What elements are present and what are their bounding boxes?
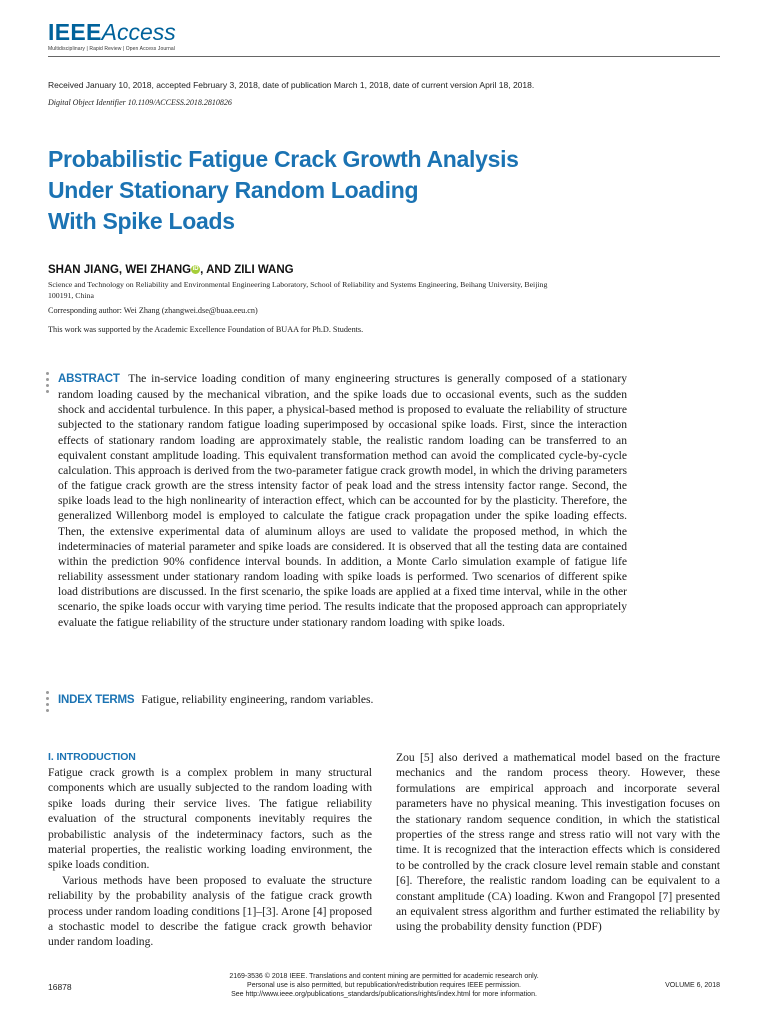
- volume-label: VOLUME 6, 2018: [665, 982, 720, 989]
- journal-name-access: Access: [101, 19, 176, 45]
- header-divider: [48, 56, 720, 57]
- abstract: [58, 371, 627, 630]
- author-list: [48, 264, 294, 276]
- abstract-text: The in-service loading condition of many engineering structures is generally composed of a stationary random loading caused by the mechanical vibration, and the spike loads due to occasional events, such as the sudden shock and accidental turbulence. In this paper, a physical-based method is proposed to evaluate the reliability of structure subjected to the stationary random fatigue loading superimposed by occasional spike loads. First, since the interaction effects of stationary random loading are approximately stable, the realistic random loading can be transferred to an equivalent constant amplitude loading. This equivalent transformation method can avoid the complicated cycle-by-cycle calculation. This approach is derived from the two-parameter fatigue crack growth model, in which the driving parameters of the fatigue crack growth are the stress intensity factor of peak load and the stress intensity factor range. Second, the spike loads lead to the high nonlinearity of interaction effect, which can be accounted for by the plasticity. Therefore, the generalized Willenborg model is employed to calculate the fatigue crack propagation under the spike loading effects. Then, the extensive experimental data of aluminum alloys are used to validate the proposed method, in which the indeterminacies of material parameter and spike loads are considered. It is observed that all the testing data are contained within the prediction 90% confidence interval bounds. In addition, a Monte Carlo simulation example of fatigue life reliability assessment under stationary random loading with spike loads is performed. Two scenarios of different spike load distributions are discussed. In the first scenario, the spike loads are applied at a fixed time interval, while in the other scenario, the spike loads occur with varying time period. The results indicate that the proposed approach can appropriately evaluate the fatigue reliability of the structure under stationary random loading with spike loads.: [58, 372, 627, 629]
- index-terms-label: INDEX TERMS: [58, 694, 135, 706]
- affiliation: Science and Technology on Reliability and Environmental Engineering Laboratory, School of Reliability and Systems Engineering, Beihang University, Beijing 100191, China: [48, 280, 548, 300]
- abstract-label: ABSTRACT: [58, 373, 120, 385]
- title-line-1: Probabilistic Fatigue Crack Growth Analysis: [48, 146, 519, 172]
- copyright-notice: [184, 972, 584, 999]
- body-column-left: [48, 750, 372, 950]
- authors-part-1: SHAN JIANG, WEI ZHANG: [48, 264, 192, 276]
- received-dates: Received January 10, 2018, accepted February 3, 2018, date of publication March 1, 2018, date of current version April 18, 2018.: [48, 80, 535, 90]
- journal-logo: [48, 20, 176, 52]
- orcid-icon[interactable]: iD: [192, 266, 199, 272]
- title-line-2: Under Stationary Random Loading: [48, 177, 419, 203]
- abstract-marker-icon: [46, 372, 50, 396]
- intro-paragraph-3: Zou [5] also derived a mathematical model based on the fracture mechanics and the random process theory. However, these formulations are empirical approach and incorporate several parameters have no physical meaning. This investigation focuses on the stationary random sequence condition, in which the statistical properties of the stress range and stress ratio will not vary with the time. It is recognized that the interaction effects which is considered to be controlled by the crack closure level remain stable and constant [6]. Therefore, the realistic random loading can be equivalent to a constant amplitude (CA) loading. Kwon and Frangopol [7] presented an equivalent stress algorithm and further estimated the reliability by using the probability density function (PDF): [396, 751, 720, 934]
- journal-tagline: Multidisciplinary | Rapid Review | Open Access Journal: [48, 46, 175, 52]
- index-terms: [58, 693, 373, 706]
- copyright-line-3[interactable]: See http://www.ieee.org/publications_standards/publications/rights/index.html for more information.: [231, 991, 537, 998]
- title-line-3: With Spike Loads: [48, 208, 235, 234]
- intro-paragraph-1: Fatigue crack growth is a complex problem in many structural components which are usually subjected to the random loading with spike loads during their service lives. The fatigue reliability evaluation of the structural components inevitably requires the probabilistic analysis of the indeterminacy factors, such as the material properties, the realistic working loading environment, the spike loads condition.: [48, 766, 372, 872]
- paper-title: [48, 144, 648, 237]
- intro-paragraph-2: Various methods have been proposed to evaluate the structure reliability by the probability analysis of the fatigue crack growth process under random loading conditions [1]–[3]. Arone [4] proposed a stochastic model to describe the fatigue crack growth behavior under random loading.: [48, 873, 372, 949]
- funding-note: This work was supported by the Academic Excellence Foundation of BUAA for Ph.D. Students.: [48, 325, 364, 334]
- corresponding-author: Corresponding author: Wei Zhang (zhangwei.dse@buaa.eeu.cn): [48, 306, 258, 315]
- journal-name-ieee: IEEE: [48, 19, 102, 45]
- page-number: 16878: [48, 982, 72, 992]
- authors-part-2: , AND ZILI WANG: [200, 264, 294, 276]
- index-terms-text: Fatigue, reliability engineering, random variables.: [141, 693, 374, 706]
- index-terms-marker-icon: [46, 691, 50, 715]
- body-column-right: [396, 750, 720, 935]
- section-heading-introduction: I. INTRODUCTION: [48, 751, 136, 763]
- copyright-line-2: Personal use is also permitted, but republication/redistribution requires IEEE permission.: [247, 982, 521, 989]
- doi: Digital Object Identifier 10.1109/ACCESS.2018.2810826: [48, 98, 232, 107]
- copyright-line-1: 2169-3536 © 2018 IEEE. Translations and content mining are permitted for academic research only.: [229, 973, 539, 980]
- journal-wordmark: [48, 20, 176, 44]
